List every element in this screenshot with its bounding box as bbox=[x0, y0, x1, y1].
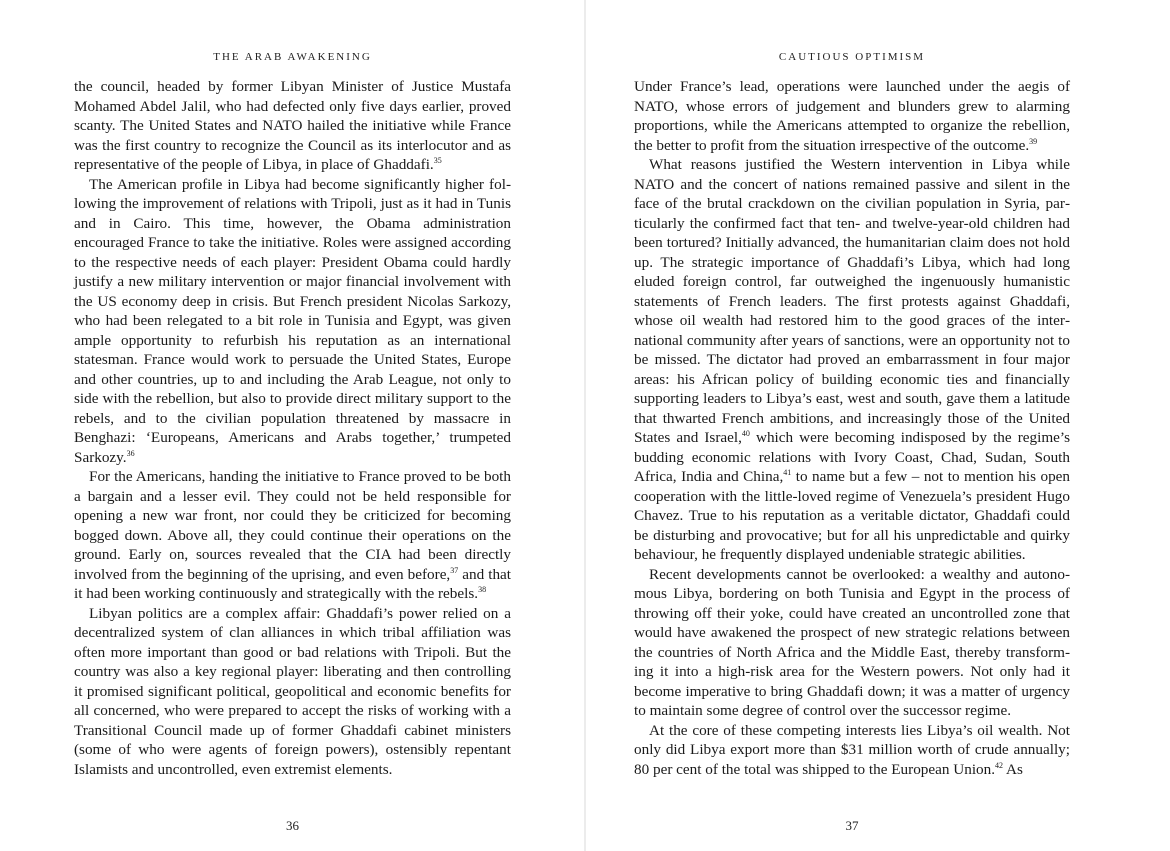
page-number-left: 36 bbox=[286, 818, 299, 833]
paragraph-text: At the core of these competing interests lies Libya’s oil wealth. Not only did Libya export more than $31 million worth of crude annually; 80 per cent of the total was shipped to the European Union. bbox=[634, 721, 1070, 778]
right-page bbox=[634, 0, 1070, 851]
footnote-marker[interactable]: 37 bbox=[450, 565, 459, 575]
body-paragraph bbox=[634, 565, 1070, 721]
body-paragraph bbox=[74, 175, 511, 468]
footnote-marker[interactable]: 39 bbox=[1029, 136, 1038, 146]
paragraph-text: and that it had been working continuously and strategically with the rebels. bbox=[74, 565, 512, 602]
footnote-marker[interactable]: 36 bbox=[126, 448, 135, 458]
footnote-marker[interactable]: 41 bbox=[783, 468, 792, 477]
body-paragraph bbox=[74, 467, 511, 604]
body-paragraph bbox=[74, 604, 511, 780]
footnote-marker[interactable]: 35 bbox=[433, 156, 442, 165]
left-page bbox=[74, 0, 511, 851]
paragraph-text: Libyan politics are a complex affair: Ghaddafi’s power relied on a decentralized system of clan alliances in which tribal affiliation was often more important than good or bad relations with Tripoli. But the country was also a key regional player: liberating and then controlling it promised significant political, geopolitical and economic benefits for all concerned, who were prepared to accept the risks of working with a Transitional Council made up of former Ghaddafi cabinet ministers (some of who were agents of foreign powers), ostensibly repentant Islamists and uncontrolled, even extremist elements. bbox=[74, 604, 511, 778]
running-head-left: THE ARAB AWAKENING bbox=[213, 51, 372, 63]
paragraph-text: The American profile in Libya had become significantly higher following the improvement of relations with Tripoli, just as it had in Tunis and in Cairo. This time, however, the Obama administration encouraged France to take the initiative. Roles were assigned according to the respective needs of each player: President Obama could hardly justify a new military intervention or major financial involvement with the US economy deep in crisis. But French president Nicolas Sarkozy, who had been relegated to a bit role in Tunisia and Egypt, was given ample opportunity to refurbish his reputation as an international statesman. France would work to persuade the United States, Europe and other countries, up to and including the Arab League, not only to side with the rebellion, but also to provide direct military support to the rebels, and to the civilian population threatened by massacre in Benghazi: ‘Europeans, Americans and Arabs together,’ trumpeted Sarkozy. bbox=[74, 175, 511, 466]
body-paragraph bbox=[634, 155, 1070, 565]
book-gutter bbox=[584, 0, 586, 851]
page-number-right: 37 bbox=[845, 818, 859, 833]
right-page-body bbox=[634, 77, 1070, 779]
footnote-marker[interactable]: 40 bbox=[741, 429, 750, 438]
paragraph-text: the council, headed by former Libyan Minister of Justice Mustafa Mohamed Abdel Jalil, who had defected only five days earlier, proved scanty. The United States and NATO hailed the initiative while France was the first country to recognize the Council as its interlocutor and as representative of the people of Libya, in place of Ghaddafi. bbox=[74, 78, 511, 173]
paragraph-text: Under France’s lead, operations were launched under the aegis of NATO, whose errors of judgement and blunders grew to alarming proportions, while the Americans attempted to organize the rebellion, the better to profit from the situation irrespective of the outcome. bbox=[634, 78, 1070, 154]
left-page-body bbox=[74, 77, 511, 779]
body-paragraph bbox=[634, 77, 1070, 155]
body-paragraph bbox=[634, 721, 1070, 780]
body-paragraph bbox=[74, 77, 511, 175]
running-head-right: CAUTIOUS OPTIMISM bbox=[778, 51, 926, 63]
paragraph-text: which were becoming indisposed by the regime’s budding economic relations with Ivory Coast, Chad, Sudan, South Africa, India and China, bbox=[634, 429, 1070, 485]
paragraph-text: What reasons justified the Western intervention in Libya while NATO and the concert of nations remained passive and silent in the face of the brutal crackdown on the civilian population in Syria, particularly the confirmed fact that ten- and twelve-year-old children had been tortured? Initially advanced, the humanitarian claim does not hold up. The strategic importance of Ghaddafi’s Libya, which had long eluded foreign control, far outweighed the ingenuously humanistic statements of French leaders. The first protests against Ghaddafi, whose oil wealth had restored him to the good graces of the international community after years of sanctions, were an opportunity not to be missed. The dictator had proved an embarrassment in four major areas: his African policy of building economic ties and financially supporting leaders to Libya’s east, west and south, gave them a latitude that thwarted French ambitions, and increasingly those of the United States and Israel, bbox=[634, 156, 1070, 446]
paragraph-text: Recent developments cannot be overlooked: a wealthy and autonomous Libya, bordering on both Tunisia and Egypt in the process of throwing off their yoke, could have created an uncontrolled zone that would have awakened the prospect of new strategic relations between the countries of North Africa and the Middle East, thereby transforming it into a high-risk area for the Western powers. Not only had it become imperative to bring Ghaddafi down; it was a matter of urgency to maintain some degree of control over the successor regime. bbox=[634, 565, 1070, 719]
footnote-marker[interactable]: 38 bbox=[478, 585, 487, 594]
footnote-marker[interactable]: 42 bbox=[995, 760, 1004, 770]
paragraph-text: For the Americans, handing the initiative to France proved to be both a bargain and a lesser evil. They could not be held responsible for opening a new war front, nor could they be criticized for becoming bogged down. Above all, they could continue their operations on the ground. Early on, sources revealed that the CIA had been directly involved from the beginning of the uprising, and even before, bbox=[74, 468, 511, 583]
paragraph-text: As bbox=[1003, 760, 1023, 778]
paragraph-text: to name but a few – not to mention his open cooperation with the little-loved regime of Venezuela’s president Hugo Chavez. True to his reputation as a veritable dictator, Ghaddafi could be disturbing and provocative; but for all his unpredictable and quirky behaviour, he frequently displayed undeniable strategic abilities. bbox=[634, 468, 1071, 563]
